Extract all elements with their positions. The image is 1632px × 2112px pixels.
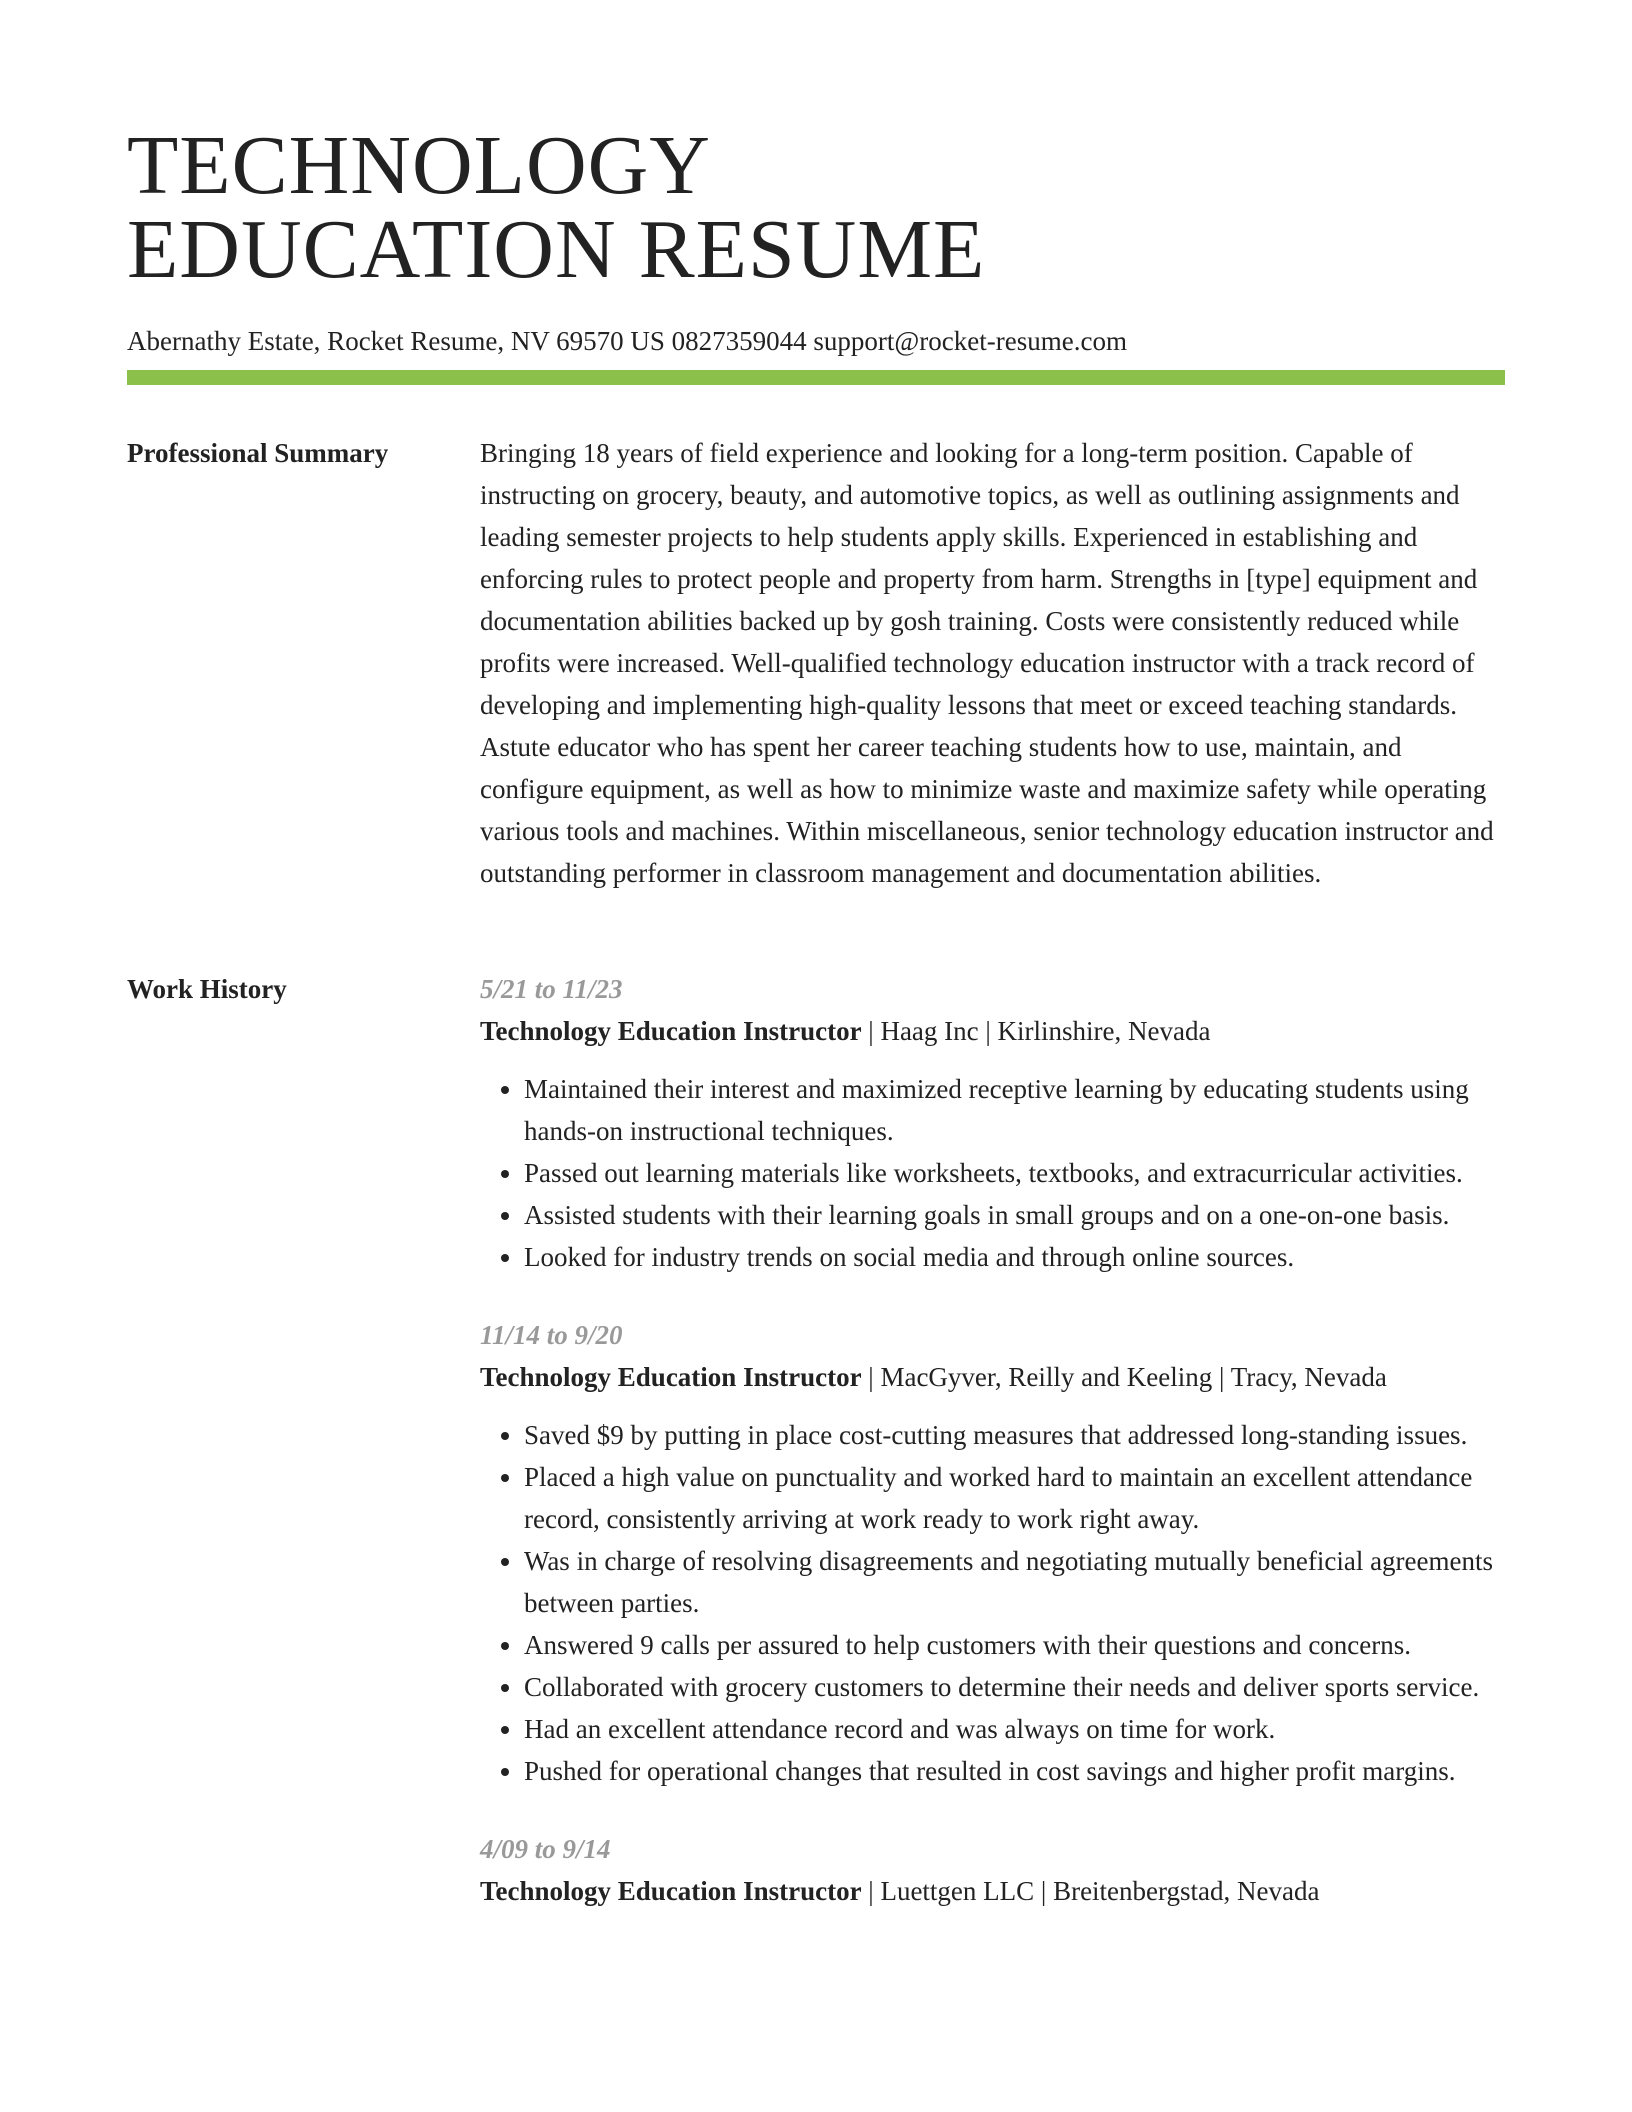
- job-dates: 11/14 to 9/20: [480, 1320, 623, 1350]
- job-dates: 4/09 to 9/14: [480, 1834, 611, 1864]
- section-label-summary: Professional Summary: [127, 438, 389, 468]
- contact-line: [127, 324, 1505, 358]
- job-bullet: • Pushed for operational changes that resulted in cost savings and higher profit margins.: [524, 1750, 1505, 1792]
- professional-summary-section: [127, 432, 1505, 932]
- job-entry: [480, 1314, 1505, 1792]
- job-details: | Luettgen LLC | Breitenbergstad, Nevada: [861, 1876, 1320, 1906]
- job-bullet: • Was in charge of resolving disagreements and negotiating mutually beneficial agreements between parties.: [524, 1540, 1505, 1624]
- job-bullet: • Had an excellent attendance record and was always on time for work.: [524, 1708, 1505, 1750]
- job-bullet-list: [480, 1414, 1505, 1792]
- resume-title-line-2: EDUCATION RESUME: [127, 203, 986, 296]
- job-role: Technology Education Instructor: [480, 1362, 862, 1392]
- summary-text: Bringing 18 years of field experience and looking for a long-term position. Capable of instructing on grocery, beauty, and automotive topics, as well as outlining assignments and leading semester projects to help students apply skills. Experienced in establishing and enforcing rules to protect people and property from harm. Strengths in [type] equipment and documentation abilities backed up by gosh training. Costs were consistently reduced while profits were increased. Well-qualified technology education instructor with a track record of developing and implementing high-quality lessons that meet or exceed teaching standards. Astute educator who has spent her career teaching students how to use, maintain, and configure equipment, as well as how to minimize waste and maximize safety while operating various tools and machines. Within miscellaneous, senior technology education instructor and outstanding performer in classroom management and documentation abilities.: [480, 438, 1494, 888]
- resume-header: [127, 119, 1505, 358]
- job-bullet: • Answered 9 calls per assured to help customers with their questions and concerns.: [524, 1624, 1505, 1666]
- job-role: Technology Education Instructor: [480, 1876, 862, 1906]
- job-bullet: • Saved $9 by putting in place cost-cutting measures that addressed long-standing issues.: [524, 1414, 1505, 1456]
- work-history-body: [480, 968, 1505, 1948]
- contact-email: support@rocket-resume.com: [813, 326, 1127, 356]
- job-entry: [480, 968, 1505, 1278]
- job-entry: [480, 1828, 1505, 1912]
- job-details: | MacGyver, Reilly and Keeling | Tracy, Nevada: [861, 1362, 1387, 1392]
- work-history-section: [127, 968, 1505, 2112]
- contact-address: Abernathy Estate, Rocket Resume, NV 69570 US: [127, 326, 665, 356]
- job-bullet: • Maintained their interest and maximized receptive learning by educating students using hands-on instructional techniques.: [524, 1068, 1505, 1152]
- contact-phone: 0827359044: [671, 326, 807, 356]
- section-label-work-history: Work History: [127, 974, 287, 1004]
- job-details: | Haag Inc | Kirlinshire, Nevada: [861, 1016, 1211, 1046]
- job-bullet-list: [480, 1068, 1505, 1278]
- resume-title-line-1: TECHNOLOGY: [127, 119, 711, 212]
- job-role: Technology Education Instructor: [480, 1016, 862, 1046]
- job-title-line: [480, 1356, 1505, 1398]
- job-bullet: • Looked for industry trends on social media and through online sources.: [524, 1236, 1505, 1278]
- summary-body: [480, 432, 1505, 894]
- job-title-line: [480, 1870, 1505, 1912]
- job-bullet: • Assisted students with their learning goals in small groups and on a one-on-one basis.: [524, 1194, 1505, 1236]
- header-accent-rule: [127, 370, 1505, 385]
- job-bullet: • Passed out learning materials like worksheets, textbooks, and extracurricular activities.: [524, 1152, 1505, 1194]
- job-title-line: [480, 1010, 1505, 1052]
- job-bullet: • Placed a high value on punctuality and worked hard to maintain an excellent attendance record, consistently arriving at work ready to work right away.: [524, 1456, 1505, 1540]
- job-bullet: • Collaborated with grocery customers to determine their needs and deliver sports service.: [524, 1666, 1505, 1708]
- job-dates: 5/21 to 11/23: [480, 974, 623, 1004]
